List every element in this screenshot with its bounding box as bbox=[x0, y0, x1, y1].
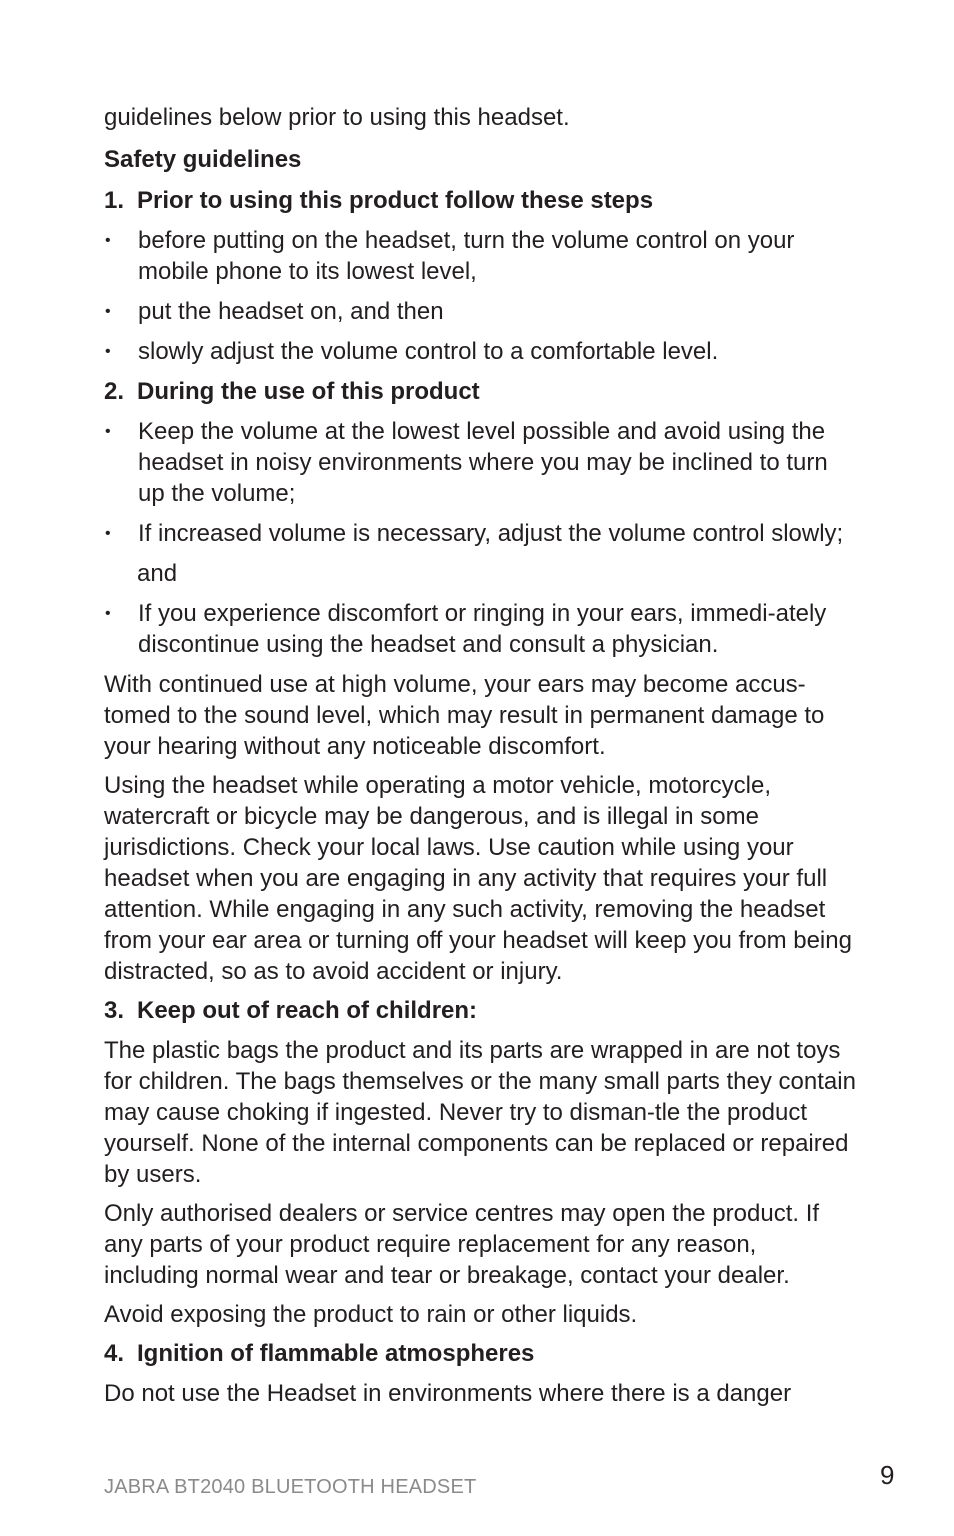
list-item: • Keep the volume at the lowest level possible and avoid using the headset in noisy environments where you may be inclined to turn up the volume; bbox=[105, 418, 828, 507]
section-2-number: 2. bbox=[104, 378, 125, 405]
safety-heading: Safety guidelines bbox=[104, 146, 302, 173]
section-3-number: 3. bbox=[104, 997, 125, 1024]
section-3-title: Keep out of reach of children: bbox=[137, 997, 478, 1024]
paragraph: Using the headset while operating a motor vehicle, motorcycle, watercraft or bicycle may be dangerous, and is illegal in some jurisdictions. Check your local laws. Use caution while using your headset when you are engaging in any activity that requires your full attention. While engaging in any such activity, removing the headset from your ear area or turning off your headset will keep you from being distracted, so as to avoid accident or injury. bbox=[104, 772, 852, 985]
footer-text: JABRA BT2040 BLUETOOTH HEADSET bbox=[104, 1476, 477, 1498]
page-number: 9 bbox=[880, 1460, 895, 1490]
paragraph: The plastic bags the product and its parts are wrapped in are not toys for children. The bags themselves or the many small parts they contain may cause choking if ingested. Never try to disman-tle the product yourself. None of the internal components can be replaced or repaired by users. bbox=[104, 1037, 856, 1188]
document-page bbox=[104, 102, 856, 1417]
list-item: • If you experience discomfort or ringing in your ears, immedi-ately discontinue using the headset and consult a physician. bbox=[105, 600, 827, 658]
bullet-icon: • bbox=[105, 303, 111, 320]
section-2-list-cont bbox=[104, 598, 856, 660]
section-4-title: Ignition of flammable atmospheres bbox=[137, 1340, 535, 1367]
section-4-heading bbox=[104, 1338, 856, 1369]
paragraph: With continued use at high volume, your ears may become accus-tomed to the sound level, which may result in permanent damage to your hearing without any noticeable discomfort. bbox=[104, 671, 825, 760]
bullet-icon: • bbox=[105, 343, 111, 360]
bullet-icon: • bbox=[105, 605, 111, 622]
section-4-number: 4. bbox=[104, 1340, 125, 1367]
list-item: • If increased volume is necessary, adjust the volume control slowly; bbox=[105, 520, 844, 547]
section-1-list bbox=[104, 225, 856, 367]
section-2-heading bbox=[104, 376, 856, 407]
section-3-heading bbox=[104, 995, 856, 1026]
paragraph: Only authorised dealers or service centres may open the product. If any parts of your product require replacement for any reason, including normal wear and tear or breakage, contact your dealer. bbox=[104, 1200, 820, 1289]
list-item: • put the headset on, and then bbox=[105, 298, 444, 325]
section-2-title: During the use of this product bbox=[137, 378, 480, 405]
bullet-icon: • bbox=[105, 423, 111, 440]
paragraph: Avoid exposing the product to rain or other liquids. bbox=[104, 1301, 638, 1328]
lead-text: guidelines below prior to using this headset. bbox=[104, 104, 570, 131]
section-1-heading bbox=[104, 185, 856, 216]
and-text: and bbox=[137, 560, 178, 587]
list-item: • slowly adjust the volume control to a comfortable level. bbox=[105, 338, 719, 365]
paragraph: Do not use the Headset in environments where there is a danger bbox=[104, 1380, 792, 1407]
bullet-icon: • bbox=[105, 232, 111, 249]
section-1-number: 1. bbox=[104, 187, 125, 214]
section-2-list bbox=[104, 416, 856, 549]
section-1-title: Prior to using this product follow these steps bbox=[137, 187, 654, 214]
list-item: • before putting on the headset, turn the volume control on your mobile phone to its lowest level, bbox=[105, 227, 795, 285]
bullet-icon: • bbox=[105, 525, 111, 542]
